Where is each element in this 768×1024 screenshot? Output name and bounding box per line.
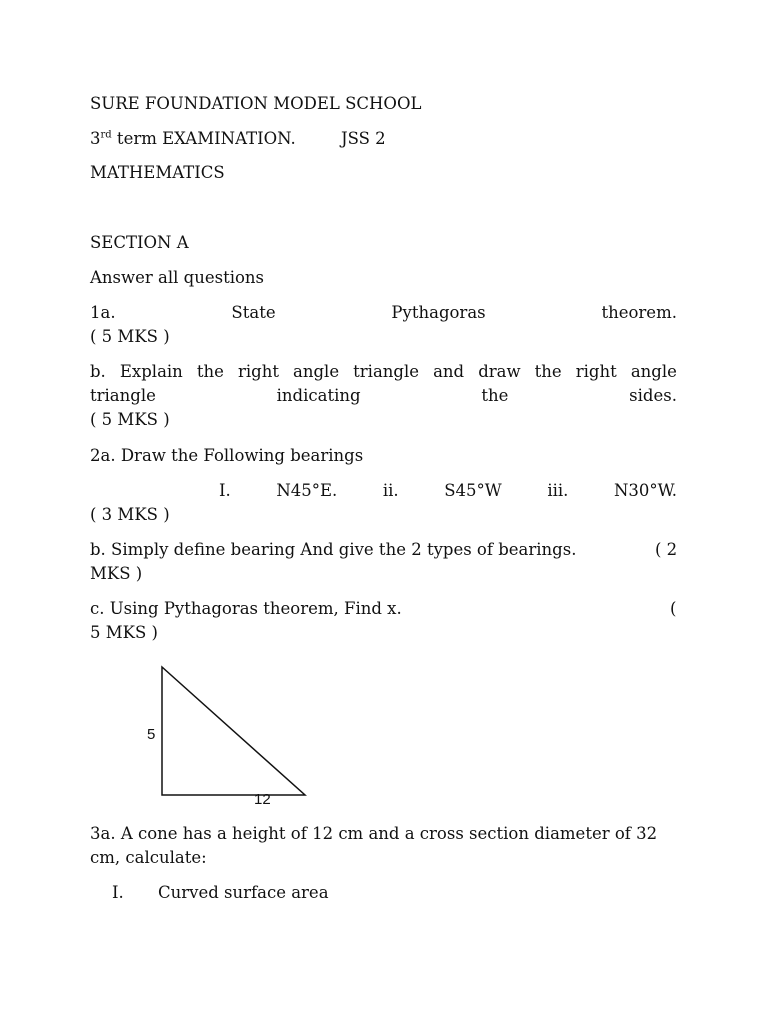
school-name: SURE FOUNDATION MODEL SCHOOL [90,94,422,113]
q3a-item-number: I. [112,883,124,902]
right-triangle-figure [140,660,340,810]
question-1b-line1 [90,361,677,383]
q1b-word: the [196,362,224,381]
q2a-bearings-row [219,480,677,502]
term-text: term EXAMINATION. [111,129,296,148]
term-number: 3 [90,129,101,148]
side-label-5: 5 [147,726,156,743]
q1b-word: right [237,362,279,381]
q1b-word: the [481,386,509,405]
instruction-text: Answer all questions [90,268,265,287]
question-2c: c. Using Pythagoras theorem, Find x. [90,599,402,618]
class-label: JSS 2 [341,129,386,148]
triangle-shape [162,667,305,795]
q2b-marks-close: MKS ) [90,564,143,583]
q1a-word: Pythagoras [391,303,486,322]
q1b-word: and [433,362,465,381]
q2b-marks-open: ( 2 [655,540,678,559]
q3a-item-text: Curved surface area [158,883,329,902]
subject-title: MATHEMATICS [90,163,225,182]
q1a-word: 1a. [90,303,116,322]
q2a-marks: ( 3 MKS ) [90,505,170,524]
q1a-marks: ( 5 MKS ) [90,327,170,346]
q1b-word: right [575,362,617,381]
bearing-value: S45°W [444,481,502,500]
q1b-word: b. [90,362,106,381]
q1b-word: the [534,362,562,381]
question-1b-line2 [90,385,677,407]
q1b-word: indicating [276,386,361,405]
q1a-word: theorem. [601,303,677,322]
q2c-marks-open: ( [670,599,677,618]
q1b-marks: ( 5 MKS ) [90,410,170,429]
bearing-index: iii. [547,481,569,500]
section-title: SECTION A [90,233,189,252]
bearing-value: N30°W. [613,481,677,500]
q1b-word: sides. [629,386,677,405]
question-3a-line2: cm, calculate: [90,848,207,867]
question-2b: b. Simply define bearing And give the 2 types of bearings. [90,540,577,559]
q1a-word: State [231,303,276,322]
bearing-index: ii. [382,481,399,500]
term-superscript: rd [100,129,112,141]
exam-term-line [90,128,296,150]
bearing-index: I. [219,481,231,500]
q1b-word: triangle [353,362,420,381]
question-3a-line1: 3a. A cone has a height of 12 cm and a cross section diameter of 32 [90,824,658,843]
question-1a [90,302,677,324]
q1b-word: Explain [119,362,183,381]
q1b-word: triangle [90,386,156,405]
q1b-word: angle [630,362,677,381]
question-2a: 2a. Draw the Following bearings [90,446,364,465]
bearing-value: N45°E. [276,481,338,500]
q2c-marks-close: 5 MKS ) [90,623,158,642]
base-label-12: 12 [254,791,271,808]
q1b-word: angle [293,362,340,381]
q1b-word: draw [478,362,521,381]
